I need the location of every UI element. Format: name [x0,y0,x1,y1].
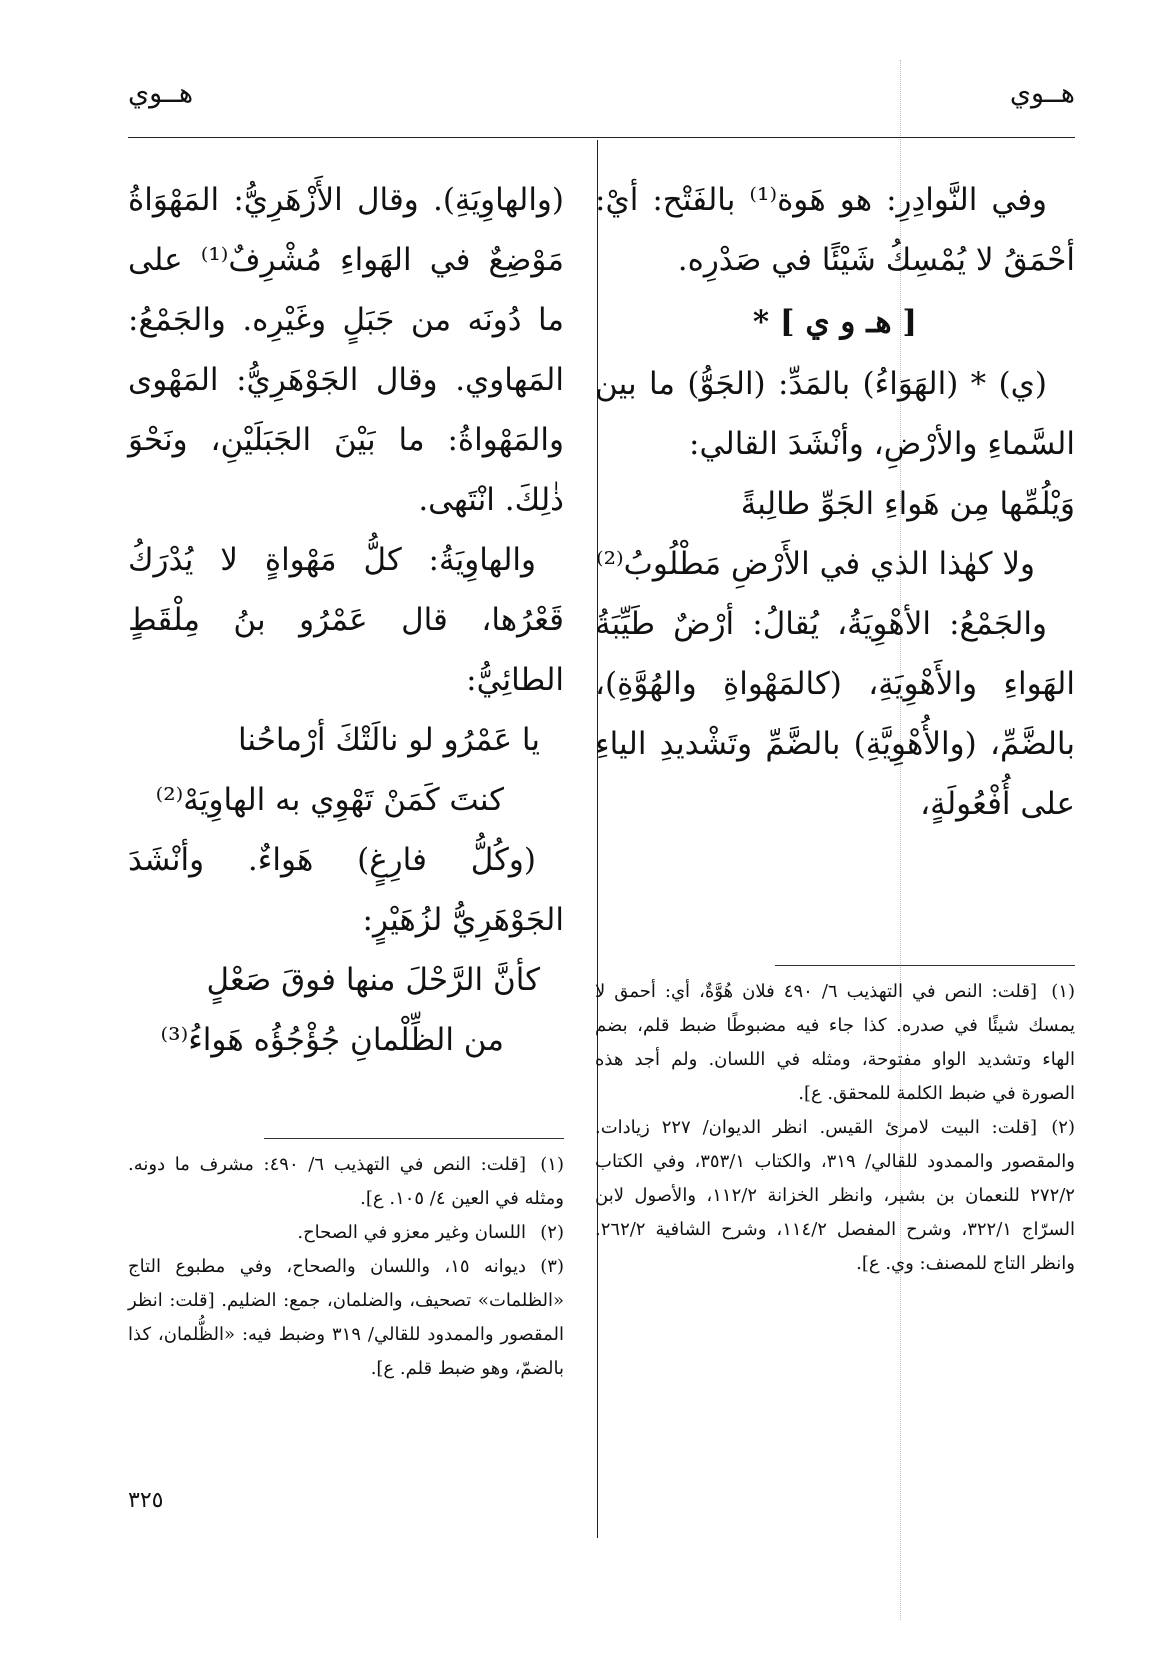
paragraph: (وكُلُّ فارِغٍ) هَواءٌ. وأنْشَدَ الجَوْهَرِيُّ لزُهَيْرٍ: [128,842,564,938]
paragraph: والهاوِيَةُ: كلُّ مَهْواةٍ لا يُدْرَكُ قَعْرُها، قال عَمْرُو بنُ مِلْقَطٍ الطائِيُّ: [128,542,564,698]
footnotes-right [595,975,1075,1281]
footnote-number: (٢) [540,1222,564,1243]
footnote-text: [قلت: النص في التهذيب ٦/ ٤٩٠: مشرف ما دونه. ومثله في العين ٤/ ١٠٥. ع]. [128,1154,564,1209]
paragraph: (والهاوِيَةِ). وقال الأَزْهَرِيُّ: المَهْوَاةُ مَوْضِعٌ في الهَواءِ مُشْرِفٌ⁽¹⁾ على ما دُونَه من جَبَلٍ وغَيْرِه. والجَمْعُ: المَهاوي. وقال الجَوْهَرِيُّ: المَهْوى والمَهْواةُ: ما بَيْنَ الجَبَلَيْنِ، ونَحْوَ ذٰلِكَ. انْتَهى. [128,182,564,518]
right-column [595,170,1075,834]
verse-line: ولا كهٰذا الذي في الأَرْضِ مَطْلُوبُ⁽²⁾ [595,546,1035,582]
footnote-number: (٣) [540,1256,564,1277]
footnote [128,1216,564,1250]
running-header-right: هــوي [1009,78,1075,109]
footnote [128,1250,564,1386]
verse-line: كأنَّ الرَّحْلَ منها فوقَ صَعْلٍ [206,962,540,998]
footnote [595,975,1075,1111]
left-column [128,170,564,1070]
entry-heading: [ هـ و ي ] * [752,304,918,340]
footnote-number: (٢) [1051,1117,1075,1138]
footnote [128,1148,564,1216]
footnote-text: ديوانه ١٥، واللسان والصحاح، وفي مطبوع التاج «الظلمات» تصحيف، والضلمان، جمع: الضليم. [قلت: انظر المقصور والممدود للقالي/ ٣١٩ وضبط فيه: «الظُّلمان، كذا بالضمّ، وهو ضبط قلم. ع]. [128,1256,565,1379]
footnote-rule-right [775,965,1075,966]
footnotes-left [128,1148,564,1386]
paragraph: (ي) * (الهَوَاءُ) بالمَدِّ: (الجَوُّ) ما بين السَّماءِ والأرْضِ، وأنْشَدَ القالي: [595,366,1075,462]
verse-line: وَيْلُمِّها مِن هَواءِ الجَوِّ طالِبةً [740,486,1075,522]
paragraph: وفي النَّوادِرِ: هو هَوة⁽¹⁾ بالفَتْح: أيْ: أحْمَقُ لا يُمْسِكُ شَيْئًا في صَدْرِه. [595,182,1075,278]
verse-line: كنتَ كَمَنْ تَهْوِي به الهاوِيَهْ⁽²⁾ [155,782,504,818]
footnote-rule-left [264,1138,564,1139]
running-header-left: هــوي [128,78,194,109]
header-rule [128,137,1075,138]
verse-line: يا عَمْرُو لو نالَتْكَ أرْماحُنا [237,722,540,758]
footnote-number: (١) [540,1154,564,1175]
footnote-text: [قلت: النص في التهذيب ٦/ ٤٩٠ فلان هُوَّةٌ، أي: أحمق لا يمسك شيئًا في صدره. كذا جاء فيه مضبوطًا ضبط قلم، بضم الهاء وتشديد الواو مفتوحة، ومثله في اللسان. ولم أجد هذه الصورة في ضبط الكلمة للمحقق. ع]. [595,981,1075,1104]
footnote [595,1111,1075,1281]
verse-line: من الظِّلْمانِ جُؤْجُؤُه هَواءُ⁽³⁾ [160,1022,504,1058]
footnote-text: [قلت: البيت لامرئ القيس. انظر الديوان/ ٢٢٧ زيادات. والمقصور والممدود للقالي/ ٣١٩، والكتاب ٣٥٣/١، وفي الكتاب ٢٧٢/٢ للنعمان بن بشير، وانظر الخزانة ١١٢/٢، والأصول لابن السرّاج ٣٢٢/١، وشرح المفصل ١١٤/٢، وشرح الشافية ٢٦٢/٢. وانظر التاج للمصنف: وي. ع]. [595,1117,1076,1274]
footnote-number: (١) [1051,981,1075,1002]
paragraph: والجَمْعُ: الأهْوِيَةُ، يُقالُ: أرْضٌ طَيِّبَةُ الهَواءِ والأَهْوِيَةِ، (كالمَهْواةِ والهُوَّةِ)، بالضَّمِّ، (والأُهْوِيَّةِ) بالضَّمِّ وتَشْديدِ الياءِ على أُفْعُولَةٍ، [595,606,1075,822]
footnote-text: اللسان وغير معزو في الصحاح. [297,1222,526,1243]
page-number: ٣٢٥ [128,1488,164,1513]
